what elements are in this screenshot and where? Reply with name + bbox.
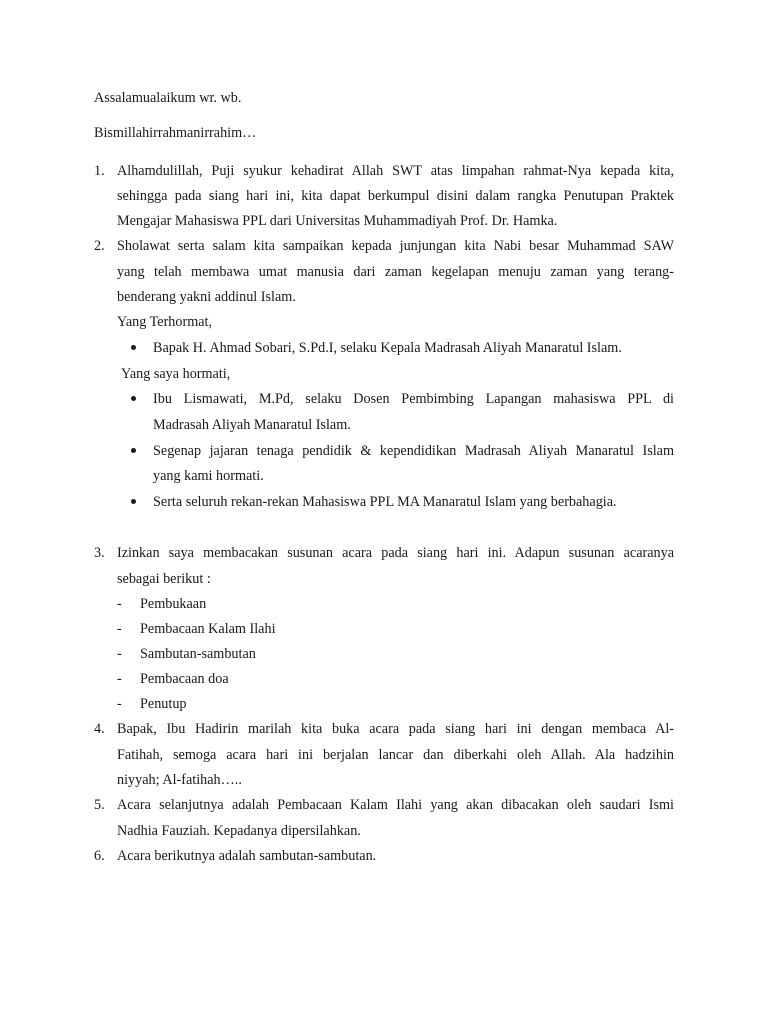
opening-line: Bismillahirrahmanirrahim… bbox=[94, 125, 257, 141]
respected-entry: Serta seluruh rekan-rekan Mahasiswa PPL MA Manaratul Islam yang berbahagia. bbox=[153, 494, 617, 510]
bullet-icon bbox=[131, 396, 136, 401]
bullet-icon bbox=[131, 499, 136, 504]
dash-marker: - bbox=[117, 646, 122, 662]
bullet-icon bbox=[131, 345, 136, 350]
item-line: Mengajar Mahasiswa PPL dari Universitas Muhammadiyah Prof. Dr. Hamka. bbox=[117, 213, 558, 229]
item-line: Fatihah, semoga acara hari ini berjalan lancar dan diberkahi oleh Allah. Ala hadzihin bbox=[117, 747, 674, 763]
respected-label: Yang saya hormati, bbox=[121, 366, 231, 382]
item-line: Alhamdulillah, Puji syukur kehadirat Allah SWT atas limpahan rahmat-Nya kepada kita, bbox=[117, 163, 674, 179]
dash-marker: - bbox=[117, 596, 122, 612]
dash-marker: - bbox=[117, 696, 122, 712]
agenda-entry: Pembukaan bbox=[140, 596, 207, 612]
agenda-entry: Pembacaan Kalam Ilahi bbox=[140, 621, 276, 637]
respected-entry: yang kami hormati. bbox=[153, 468, 264, 484]
item-line: Nadhia Fauziah. Kepadanya dipersilahkan. bbox=[117, 823, 361, 839]
agenda-entry: Sambutan-sambutan bbox=[140, 646, 256, 662]
item-line: Acara selanjutnya adalah Pembacaan Kalam Ilahi yang akan dibacakan oleh saudari Ismi bbox=[117, 797, 674, 813]
honored-label: Yang Terhormat, bbox=[117, 314, 213, 330]
greeting: Assalamualaikum wr. wb. bbox=[94, 90, 242, 106]
item-line: niyyah; Al-fatihah….. bbox=[117, 772, 242, 788]
bullet-icon bbox=[131, 448, 136, 453]
item-line: sehingga pada siang hari ini, kita dapat berkumpul disini dalam rangka Penutupan Praktek bbox=[117, 188, 674, 204]
item-number: 5. bbox=[94, 797, 105, 813]
dash-marker: - bbox=[117, 621, 122, 637]
item-line: Bapak, Ibu Hadirin marilah kita buka acara pada siang hari ini dengan membaca Al- bbox=[117, 721, 674, 737]
item-number: 3. bbox=[94, 545, 105, 561]
agenda-entry: Pembacaan doa bbox=[140, 671, 229, 687]
item-line: benderang yakni addinul Islam. bbox=[117, 289, 296, 305]
item-line: Izinkan saya membacakan susunan acara pada siang hari ini. Adapun susunan acaranya bbox=[117, 545, 674, 561]
item-line: Acara berikutnya adalah sambutan-sambutan. bbox=[117, 848, 377, 864]
honored-entry: Bapak H. Ahmad Sobari, S.Pd.I, selaku Kepala Madrasah Aliyah Manaratul Islam. bbox=[153, 340, 622, 356]
respected-entry: Segenap jajaran tenaga pendidik & kependidikan Madrasah Aliyah Manaratul Islam bbox=[153, 443, 674, 459]
item-number: 1. bbox=[94, 163, 105, 179]
item-line: yang telah membawa umat manusia dari zaman kegelapan menuju zaman yang terang- bbox=[117, 264, 674, 280]
item-number: 6. bbox=[94, 848, 105, 864]
dash-marker: - bbox=[117, 671, 122, 687]
agenda-entry: Penutup bbox=[140, 696, 187, 712]
item-number: 2. bbox=[94, 238, 105, 254]
item-line: sebagai berikut : bbox=[117, 571, 211, 587]
item-line: Sholawat serta salam kita sampaikan kepada junjungan kita Nabi besar Muhammad SAW bbox=[117, 238, 674, 254]
respected-entry: Ibu Lismawati, M.Pd, selaku Dosen Pembimbing Lapangan mahasiswa PPL di bbox=[153, 391, 674, 407]
respected-entry: Madrasah Aliyah Manaratul Islam. bbox=[153, 417, 351, 433]
item-number: 4. bbox=[94, 721, 105, 737]
